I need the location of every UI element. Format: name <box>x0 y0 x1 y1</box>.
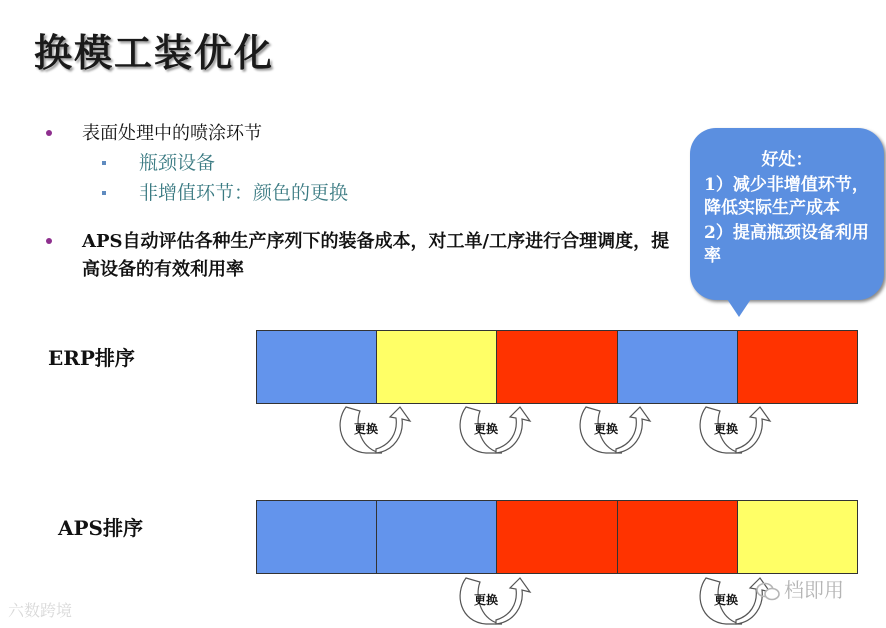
sub-bullet-text: 瓶颈设备 <box>139 152 216 174</box>
changeover-label: 更换 <box>354 422 379 436</box>
changeover-label: 更换 <box>714 422 739 436</box>
aps-block-5 <box>738 501 857 573</box>
changeover-arrow <box>692 405 774 455</box>
watermark-left: 六数跨境 <box>8 601 73 620</box>
aps-block-4 <box>618 501 738 573</box>
bullet-dot <box>46 130 52 136</box>
sub-bullet-bottleneck <box>44 148 684 178</box>
bullet-dot <box>46 238 52 244</box>
aps-block-3 <box>497 501 617 573</box>
aps-block-1 <box>257 501 377 573</box>
callout-tail <box>727 299 751 317</box>
watermark-right-text: 档即用 <box>784 578 844 602</box>
slide-title: 换模工装优化 <box>34 31 275 75</box>
changeover-label: 更换 <box>714 593 739 607</box>
changeover-arrow <box>572 405 654 455</box>
bullet-list <box>44 120 684 284</box>
changeover-label: 更换 <box>474 593 499 607</box>
callout-line-1: 1）减少非增值环节，降低实际生产成本 <box>704 175 869 218</box>
erp-block-2 <box>377 331 497 403</box>
aps-row-label: APS排序 <box>58 516 143 540</box>
sub-bullet-non-value <box>44 178 684 208</box>
sub-bullet-square <box>102 191 106 195</box>
callout-title: 好处： <box>761 150 813 170</box>
bullet-text: 表面处理中的喷涂环节 <box>82 123 262 144</box>
callout-line-2: 2）提高瓶颈设备利用率 <box>704 223 869 266</box>
aps-sequence-bar <box>256 500 858 574</box>
bullet-item-aps <box>44 228 684 284</box>
changeover-label: 更换 <box>594 422 619 436</box>
erp-block-5 <box>738 331 857 403</box>
erp-block-1 <box>257 331 377 403</box>
sub-bullet-square <box>102 161 106 165</box>
changeover-arrow <box>452 405 534 455</box>
erp-sequence-bar <box>256 330 858 404</box>
wechat-icon <box>756 582 780 602</box>
sub-bullet-text: 非增值环节：颜色的更换 <box>139 182 349 204</box>
erp-block-3 <box>497 331 617 403</box>
aps-block-2 <box>377 501 497 573</box>
benefit-callout <box>690 128 884 300</box>
erp-row-label: ERP排序 <box>48 346 135 370</box>
watermark-right <box>756 574 844 603</box>
bullet-text: APS自动评估各种生产序列下的装备成本，对工单/工序进行合理调度，提高设备的有效利用率 <box>82 231 670 280</box>
erp-block-4 <box>618 331 738 403</box>
bullet-item-spray <box>44 120 684 148</box>
changeover-arrow <box>452 576 534 626</box>
changeover-arrow <box>332 405 414 455</box>
changeover-label: 更换 <box>474 422 499 436</box>
